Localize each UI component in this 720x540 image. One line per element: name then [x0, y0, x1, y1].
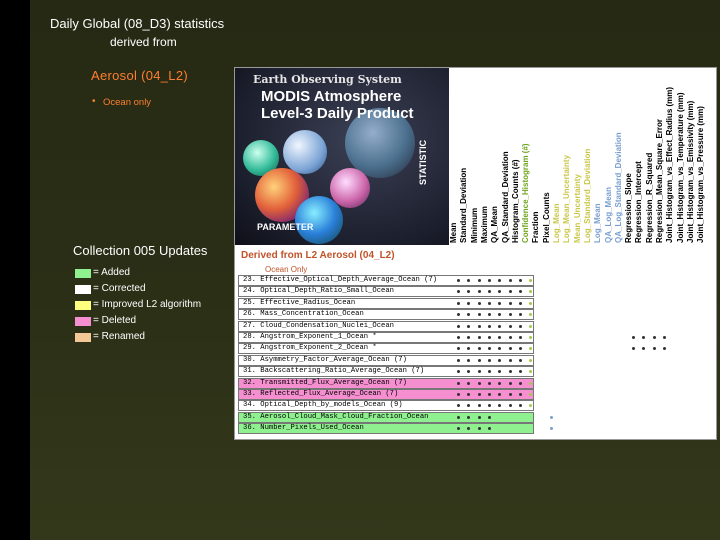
table-mark [509, 325, 512, 328]
product-table-panel [234, 67, 717, 440]
column-header: QA_Log_Standard_Deviation [613, 132, 623, 243]
table-mark [509, 393, 512, 396]
row-label: 30. Asymmetry_Factor_Average_Ocean (7) [243, 355, 407, 364]
table-mark [509, 382, 512, 385]
ocean-only-sublabel: Ocean Only [265, 265, 308, 274]
column-header: Joint_Histogram_vs_Emissivity (mm) [685, 100, 695, 243]
table-mark [498, 302, 501, 305]
collection-heading: Collection 005 Updates [73, 243, 208, 258]
row-label: 35. Aerosol_Cloud_Mask_Cloud_Fraction_Ocean [243, 412, 429, 421]
bullet-marker: • [92, 96, 96, 107]
table-mark [478, 370, 481, 373]
row-label: 23. Effective_Optical_Depth_Average_Ocean (7) [243, 276, 438, 284]
table-mark [478, 336, 481, 339]
legend-label: = Deleted [93, 315, 137, 326]
legend-swatch [75, 301, 91, 310]
row-label: 36. Number_Pixels_Used_Ocean [243, 424, 364, 433]
row-label: 27. Cloud_Condensation_Nuclei_Ocean [243, 321, 394, 330]
row-label: 25. Effective_Radius_Ocean [243, 298, 356, 307]
globe-image [295, 196, 343, 244]
legend-swatch [75, 317, 91, 326]
row-label: 26. Mass_Concentration_Ocean [243, 310, 364, 319]
table-mark [550, 427, 553, 430]
column-header: Standard_Deviation [459, 167, 469, 243]
column-header: Log_Mean_Uncertainty [562, 154, 572, 243]
column-header: Joint_Histogram_vs_Effect_Radius (mm) [665, 86, 675, 243]
table-mark [642, 336, 645, 339]
table-mark [457, 393, 460, 396]
slide-title: Daily Global (08_D3) statistics [50, 16, 225, 31]
slide-subtitle: derived from [110, 35, 177, 49]
table-mark [478, 427, 481, 430]
column-header: Regression_Slope [624, 173, 634, 243]
table-mark [519, 359, 522, 362]
table-mark [529, 382, 532, 385]
left-bar [0, 0, 30, 540]
table-mark [467, 382, 470, 385]
table-mark [519, 393, 522, 396]
table-mark [550, 416, 553, 419]
table-mark [498, 382, 501, 385]
table-mark [509, 302, 512, 305]
column-header: Mean [449, 222, 458, 243]
product-banner-image [235, 68, 449, 245]
table-mark [663, 347, 666, 350]
table-mark [488, 359, 491, 362]
table-mark [632, 347, 635, 350]
table-mark [509, 359, 512, 362]
table-mark [457, 302, 460, 305]
table-mark [653, 336, 656, 339]
table-mark [478, 313, 481, 316]
table-mark [457, 279, 460, 282]
row-label: 34. Optical_Depth_by_models_Ocean (9) [243, 401, 403, 410]
legend-label: = Renamed [93, 331, 145, 342]
table-mark [478, 325, 481, 328]
column-header: Joint_Histogram_vs_Temperature (mm) [675, 92, 685, 243]
globe-image [330, 168, 370, 208]
legend-label: = Improved L2 algorithm [93, 299, 202, 310]
table-mark [663, 336, 666, 339]
product-title-line1: MODIS Atmosphere [261, 88, 402, 105]
column-header: Regression_Mean_Square_Error [655, 118, 664, 243]
ocean-only-label: Ocean only [103, 97, 152, 108]
table-mark [519, 325, 522, 328]
eos-title: Earth Observing System [253, 73, 402, 86]
table-mark [478, 302, 481, 305]
legend-swatch [75, 269, 91, 278]
table-mark [519, 370, 522, 373]
column-header: Log_Mean [593, 203, 603, 243]
table-mark [478, 279, 481, 282]
table-mark [509, 336, 512, 339]
table-mark [478, 393, 481, 396]
table-mark [519, 279, 522, 282]
table-mark [457, 416, 460, 419]
table-mark [498, 359, 501, 362]
table-mark [488, 279, 491, 282]
column-header: Mean_Uncertainty [572, 174, 582, 243]
row-label: 24. Optical_Depth_Ratio_Small_Ocean [243, 287, 394, 296]
column-header: QA_Standard_Deviation [500, 151, 510, 243]
table-mark [519, 336, 522, 339]
legend-swatch [75, 285, 91, 294]
table-mark [529, 325, 532, 328]
column-headers [449, 68, 716, 245]
table-mark [653, 347, 656, 350]
row-label: 29. Angstrom_Exponent_2_Ocean * [243, 344, 377, 353]
table-mark [488, 393, 491, 396]
column-header: Log_Mean [552, 203, 561, 243]
table-mark [529, 302, 532, 305]
table-mark [509, 370, 512, 373]
parameter-axis-label: PARAMETER [257, 222, 314, 232]
table-mark [478, 382, 481, 385]
legend-label: = Added [93, 267, 130, 278]
globe-image [283, 130, 327, 174]
column-header: Histogram_Counts (#) [510, 159, 520, 243]
table-mark [509, 279, 512, 282]
table-mark [457, 336, 460, 339]
derived-from-heading: Derived from L2 Aerosol (04_L2) [241, 250, 395, 261]
column-header: Log_Standard_Deviation [582, 148, 592, 243]
table-mark [509, 313, 512, 316]
row-label: 31. Backscattering_Ratio_Average_Ocean (7) [243, 367, 425, 376]
table-mark [519, 382, 522, 385]
table-mark [488, 382, 491, 385]
table-mark [632, 336, 635, 339]
table-mark [457, 359, 460, 362]
column-header: Maximum [479, 206, 489, 243]
legend-label: = Corrected [93, 283, 146, 294]
table-mark [478, 359, 481, 362]
table-mark [457, 325, 460, 328]
product-title-line2: Level-3 Daily Product [261, 105, 414, 122]
row-label: 28. Angstrom_Exponent_1_Ocean * [243, 333, 377, 341]
table-mark [519, 302, 522, 305]
column-header: QA_Mean [490, 206, 500, 243]
table-mark [467, 325, 470, 328]
row-label: 32. Transmitted_Flux_Average_Ocean (7) [243, 378, 407, 387]
table-mark [457, 382, 460, 385]
column-header: Pixel_Counts [541, 192, 551, 243]
column-header: Minimum [469, 207, 479, 243]
table-mark [488, 416, 491, 419]
column-header: Fraction [531, 211, 541, 243]
column-header: Regression_R_Squared [644, 152, 654, 243]
table-mark [498, 325, 501, 328]
table-mark [488, 336, 491, 339]
column-header: Joint_Histogram_vs_Pressure (mm) [696, 106, 706, 243]
table-mark [529, 359, 532, 362]
table-mark [488, 302, 491, 305]
aerosol-heading: Aerosol (04_L2) [91, 68, 188, 83]
table-mark [478, 416, 481, 419]
table-mark [642, 347, 645, 350]
column-header: Regression_Intercept [634, 161, 644, 243]
column-header: QA_Log_Mean [603, 186, 613, 243]
statistic-axis-label: STATISTIC [418, 139, 428, 185]
column-header: Confidence_Histogram (#) [521, 143, 531, 243]
row-label: 33. Reflected_Flux_Average_Ocean (7) [243, 390, 399, 398]
table-mark [488, 325, 491, 328]
legend-swatch [75, 333, 91, 342]
table-mark [519, 313, 522, 316]
